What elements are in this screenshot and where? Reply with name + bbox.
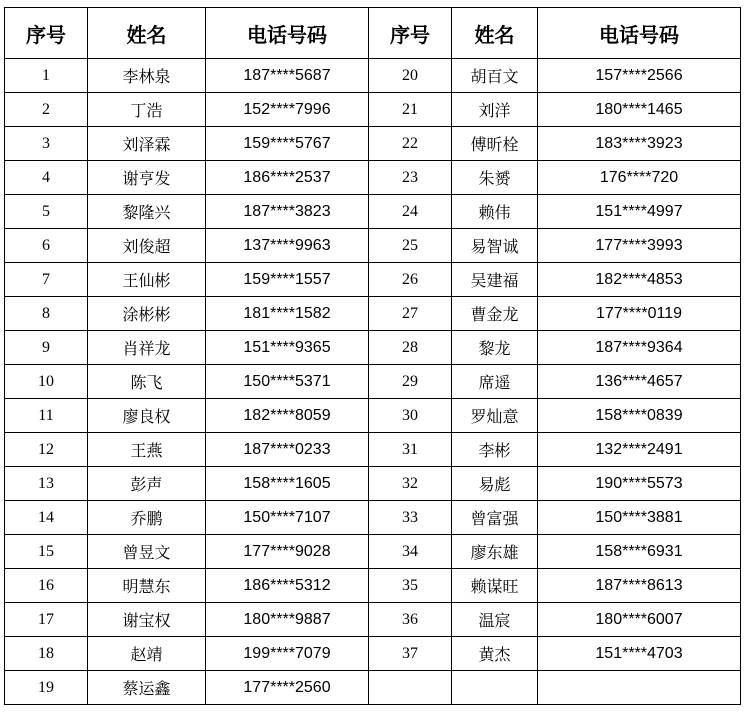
phone-cell: 199****7079 xyxy=(206,637,369,671)
name-cell: 肖祥龙 xyxy=(88,331,206,365)
table-row xyxy=(5,671,741,705)
name-cell: 吴建福 xyxy=(452,263,538,297)
phone-cell: 159****5767 xyxy=(206,127,369,161)
index-cell: 37 xyxy=(369,637,452,671)
name-cell: 彭声 xyxy=(88,467,206,501)
phone-cell: 180****1465 xyxy=(538,93,741,127)
phone-cell: 176****720 xyxy=(538,161,741,195)
index-cell: 7 xyxy=(5,263,88,297)
index-cell: 14 xyxy=(5,501,88,535)
index-cell: 16 xyxy=(5,569,88,603)
phone-cell: 158****6931 xyxy=(538,535,741,569)
name-cell: 谢亨发 xyxy=(88,161,206,195)
name-cell: 李彬 xyxy=(452,433,538,467)
name-cell: 胡百文 xyxy=(452,59,538,93)
header-row xyxy=(5,8,741,59)
table-row xyxy=(5,637,741,671)
table-row xyxy=(5,467,741,501)
column-header-name: 姓名 xyxy=(88,8,206,59)
name-cell: 廖东雄 xyxy=(452,535,538,569)
name-cell: 刘洋 xyxy=(452,93,538,127)
name-cell: 曾昱文 xyxy=(88,535,206,569)
phone-cell: 181****1582 xyxy=(206,297,369,331)
table-row xyxy=(5,263,741,297)
table-row xyxy=(5,365,741,399)
name-cell: 易彪 xyxy=(452,467,538,501)
index-cell: 9 xyxy=(5,331,88,365)
name-cell: 刘泽霖 xyxy=(88,127,206,161)
index-cell: 8 xyxy=(5,297,88,331)
table-row xyxy=(5,59,741,93)
name-cell: 席遥 xyxy=(452,365,538,399)
phone-cell: 132****2491 xyxy=(538,433,741,467)
table-row xyxy=(5,229,741,263)
index-cell: 19 xyxy=(5,671,88,705)
index-cell: 36 xyxy=(369,603,452,637)
phone-cell: 157****2566 xyxy=(538,59,741,93)
phone-cell: 151****4703 xyxy=(538,637,741,671)
name-cell: 廖良权 xyxy=(88,399,206,433)
phone-cell: 150****5371 xyxy=(206,365,369,399)
name-cell: 陈飞 xyxy=(88,365,206,399)
name-cell: 赵靖 xyxy=(88,637,206,671)
index-cell: 18 xyxy=(5,637,88,671)
name-cell: 刘俊超 xyxy=(88,229,206,263)
index-cell: 23 xyxy=(369,161,452,195)
index-cell: 31 xyxy=(369,433,452,467)
index-cell: 34 xyxy=(369,535,452,569)
name-cell: 罗灿意 xyxy=(452,399,538,433)
index-cell: 1 xyxy=(5,59,88,93)
phone-cell: 158****1605 xyxy=(206,467,369,501)
index-cell: 22 xyxy=(369,127,452,161)
phone-cell: 151****4997 xyxy=(538,195,741,229)
table-row xyxy=(5,195,741,229)
index-cell: 4 xyxy=(5,161,88,195)
phone-cell: 158****0839 xyxy=(538,399,741,433)
table-row xyxy=(5,297,741,331)
name-cell: 傅昕栓 xyxy=(452,127,538,161)
column-header-index: 序号 xyxy=(5,8,88,59)
phone-cell xyxy=(538,671,741,705)
index-cell: 15 xyxy=(5,535,88,569)
name-cell: 黎龙 xyxy=(452,331,538,365)
index-cell: 11 xyxy=(5,399,88,433)
index-cell: 30 xyxy=(369,399,452,433)
table-row xyxy=(5,535,741,569)
name-cell: 谢宝权 xyxy=(88,603,206,637)
index-cell: 32 xyxy=(369,467,452,501)
phone-cell: 177****2560 xyxy=(206,671,369,705)
table-row xyxy=(5,433,741,467)
name-cell: 温宸 xyxy=(452,603,538,637)
phone-cell: 187****9364 xyxy=(538,331,741,365)
index-cell: 21 xyxy=(369,93,452,127)
column-header-name: 姓名 xyxy=(452,8,538,59)
phone-cell: 152****7996 xyxy=(206,93,369,127)
index-cell: 29 xyxy=(369,365,452,399)
name-cell: 易智诚 xyxy=(452,229,538,263)
index-cell: 25 xyxy=(369,229,452,263)
name-cell xyxy=(452,671,538,705)
index-cell: 27 xyxy=(369,297,452,331)
name-cell: 曾富强 xyxy=(452,501,538,535)
index-cell: 28 xyxy=(369,331,452,365)
phone-cell: 136****4657 xyxy=(538,365,741,399)
roster-body xyxy=(5,59,741,705)
name-cell: 赖伟 xyxy=(452,195,538,229)
phone-cell: 186****5312 xyxy=(206,569,369,603)
index-cell: 6 xyxy=(5,229,88,263)
index-cell: 20 xyxy=(369,59,452,93)
index-cell: 5 xyxy=(5,195,88,229)
index-cell: 3 xyxy=(5,127,88,161)
table-row xyxy=(5,127,741,161)
table-row xyxy=(5,399,741,433)
table-row xyxy=(5,331,741,365)
phone-cell: 177****0119 xyxy=(538,297,741,331)
index-cell: 10 xyxy=(5,365,88,399)
phone-cell: 180****6007 xyxy=(538,603,741,637)
name-cell: 黎隆兴 xyxy=(88,195,206,229)
column-header-phone: 电话号码 xyxy=(206,8,369,59)
name-cell: 曹金龙 xyxy=(452,297,538,331)
table-row xyxy=(5,501,741,535)
phone-cell: 182****8059 xyxy=(206,399,369,433)
index-cell: 24 xyxy=(369,195,452,229)
name-cell: 涂彬彬 xyxy=(88,297,206,331)
roster-table xyxy=(4,7,741,705)
phone-cell: 183****3923 xyxy=(538,127,741,161)
index-cell: 26 xyxy=(369,263,452,297)
index-cell: 13 xyxy=(5,467,88,501)
name-cell: 王仙彬 xyxy=(88,263,206,297)
phone-cell: 150****3881 xyxy=(538,501,741,535)
name-cell: 李林泉 xyxy=(88,59,206,93)
column-header-phone: 电话号码 xyxy=(538,8,741,59)
name-cell: 黄杰 xyxy=(452,637,538,671)
name-cell: 朱赟 xyxy=(452,161,538,195)
table-row xyxy=(5,603,741,637)
name-cell: 王燕 xyxy=(88,433,206,467)
index-cell: 17 xyxy=(5,603,88,637)
phone-cell: 137****9963 xyxy=(206,229,369,263)
phone-cell: 186****2537 xyxy=(206,161,369,195)
name-cell: 丁浩 xyxy=(88,93,206,127)
phone-cell: 150****7107 xyxy=(206,501,369,535)
phone-cell: 159****1557 xyxy=(206,263,369,297)
phone-cell: 187****5687 xyxy=(206,59,369,93)
name-cell: 赖谋旺 xyxy=(452,569,538,603)
phone-cell: 151****9365 xyxy=(206,331,369,365)
phone-cell: 187****3823 xyxy=(206,195,369,229)
index-cell: 2 xyxy=(5,93,88,127)
phone-cell: 177****9028 xyxy=(206,535,369,569)
phone-cell: 190****5573 xyxy=(538,467,741,501)
index-cell: 12 xyxy=(5,433,88,467)
table-row xyxy=(5,93,741,127)
name-cell: 蔡运鑫 xyxy=(88,671,206,705)
index-cell xyxy=(369,671,452,705)
table-row xyxy=(5,161,741,195)
index-cell: 35 xyxy=(369,569,452,603)
phone-cell: 177****3993 xyxy=(538,229,741,263)
name-cell: 明慧东 xyxy=(88,569,206,603)
table-row xyxy=(5,569,741,603)
name-cell: 乔鹏 xyxy=(88,501,206,535)
phone-cell: 187****0233 xyxy=(206,433,369,467)
index-cell: 33 xyxy=(369,501,452,535)
column-header-index: 序号 xyxy=(369,8,452,59)
phone-cell: 182****4853 xyxy=(538,263,741,297)
phone-cell: 180****9887 xyxy=(206,603,369,637)
phone-cell: 187****8613 xyxy=(538,569,741,603)
